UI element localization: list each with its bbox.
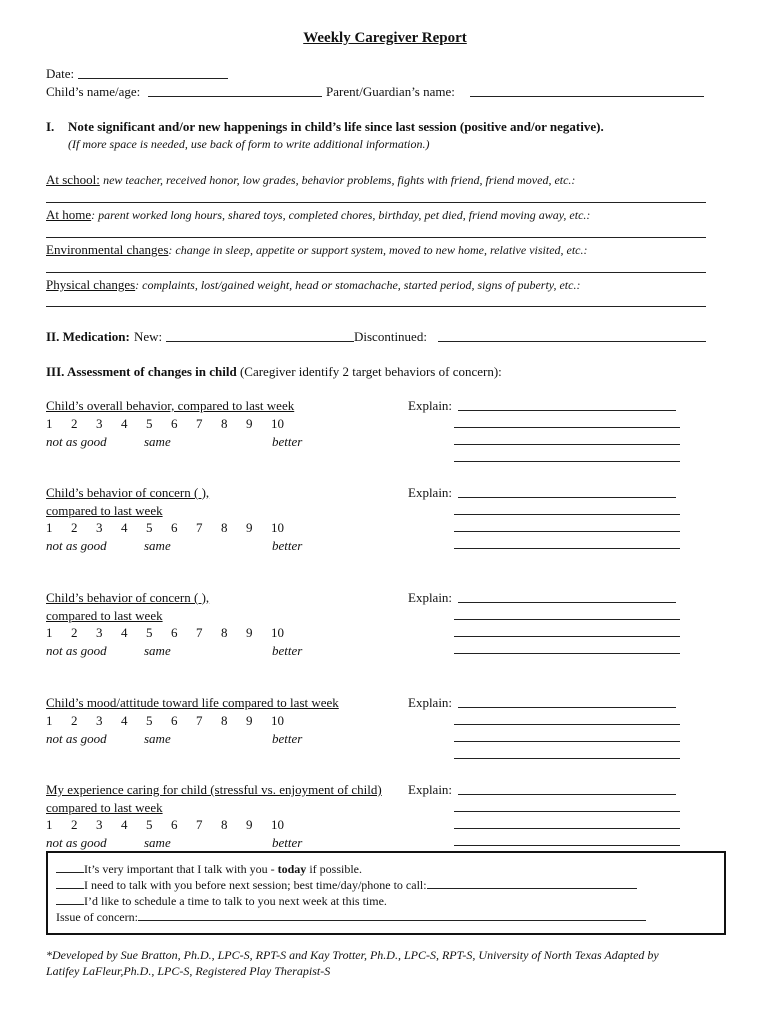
section3-heading: III. Assessment of changes in child	[46, 364, 237, 379]
rating-option[interactable]: 10	[271, 713, 284, 728]
anchor-mid: same	[144, 835, 171, 850]
explain-field-line[interactable]	[454, 653, 680, 654]
rating-option[interactable]: 1	[46, 520, 53, 535]
explain-field-line[interactable]	[454, 548, 680, 549]
explain-field-line[interactable]	[454, 461, 680, 462]
rating-option[interactable]: 9	[246, 713, 253, 728]
explain-label: Explain:	[408, 398, 453, 413]
rating-option[interactable]: 5	[146, 713, 153, 728]
explain-field[interactable]	[458, 410, 676, 411]
anchor-high: better	[272, 643, 303, 658]
rating-option[interactable]: 10	[271, 416, 284, 431]
explain-field-line[interactable]	[454, 444, 680, 445]
rating-option[interactable]: 7	[196, 625, 203, 640]
rating-option[interactable]: 8	[221, 520, 228, 535]
anchor-high: better	[272, 731, 303, 746]
rating-option[interactable]: 4	[121, 625, 128, 640]
discontinued-label: Discontinued:	[354, 329, 427, 344]
discontinued-field[interactable]	[438, 341, 706, 342]
school-row	[46, 172, 575, 188]
explain-field-line[interactable]	[454, 845, 680, 846]
rating-option[interactable]: 4	[121, 520, 128, 535]
rating-option[interactable]: 2	[71, 520, 78, 535]
anchor-mid: same	[144, 731, 171, 746]
section3-heading-row	[46, 364, 502, 380]
footer-line-1: *Developed by Sue Bratton, Ph.D., LPC-S, RPT-S and Kay Trotter, Ph.D., LPC-S, RPT-S, University of North Texas Adapted by	[46, 948, 659, 962]
rating-option[interactable]: 6	[171, 625, 178, 640]
anchor-mid: same	[144, 538, 171, 553]
rating-scale	[46, 625, 296, 641]
rating-option[interactable]: 10	[271, 520, 284, 535]
rating-option[interactable]: 3	[96, 817, 103, 832]
physical-text: : complaints, lost/gained weight, head or stomachache, started period, signs of puberty, etc.:	[135, 278, 581, 292]
rating-option[interactable]: 10	[271, 817, 284, 832]
contact-option-1-end: if possible.	[306, 862, 362, 876]
explain-field-line[interactable]	[454, 741, 680, 742]
concern-label: Issue of concern:	[56, 910, 138, 924]
new-medication-field[interactable]	[166, 341, 354, 342]
home-row	[46, 207, 590, 223]
rating-option[interactable]: 5	[146, 416, 153, 431]
rating-option[interactable]: 2	[71, 416, 78, 431]
environment-text: : change in sleep, appetite or support system, moved to new home, relative visited, etc.:	[168, 243, 588, 257]
rating-option[interactable]: 4	[121, 416, 128, 431]
explain-field[interactable]	[458, 602, 676, 603]
explain-field-line[interactable]	[454, 514, 680, 515]
explain-field[interactable]	[458, 794, 676, 795]
rating-option[interactable]: 4	[121, 713, 128, 728]
home-label: At home	[46, 207, 92, 222]
explain-field-line[interactable]	[454, 724, 680, 725]
parent-name-label: Parent/Guardian’s name:	[326, 84, 455, 99]
child-name-label: Child’s name/age:	[46, 84, 141, 99]
explain-field[interactable]	[458, 707, 676, 708]
rating-option[interactable]: 1	[46, 817, 53, 832]
parent-name-field[interactable]	[470, 96, 704, 97]
physical-field[interactable]	[46, 306, 706, 307]
rating-option[interactable]: 4	[121, 817, 128, 832]
rating-option[interactable]: 6	[171, 520, 178, 535]
rating-option[interactable]: 9	[246, 625, 253, 640]
explain-field-line[interactable]	[454, 828, 680, 829]
date-label: Date:	[46, 66, 75, 81]
contact-option-1[interactable]	[56, 862, 362, 877]
rating-option[interactable]: 7	[196, 713, 203, 728]
rating-option[interactable]: 3	[96, 625, 103, 640]
new-medication-label: New:	[134, 329, 163, 344]
anchor-low: not as good	[46, 643, 107, 658]
contact-option-1-text: It’s very important that I talk with you -	[84, 862, 278, 876]
explain-field-line[interactable]	[454, 636, 680, 637]
anchor-high: better	[272, 538, 303, 553]
rating-option[interactable]: 6	[171, 416, 178, 431]
rating-option[interactable]: 5	[146, 520, 153, 535]
rating-option[interactable]: 1	[46, 625, 53, 640]
contact-option-1-bold: today	[277, 862, 307, 876]
rating-option[interactable]: 8	[221, 713, 228, 728]
environment-row	[46, 242, 588, 258]
contact-option-3-text: I’d like to schedule a time to talk to you next week at this time.	[84, 894, 387, 908]
explain-label: Explain:	[408, 695, 453, 710]
anchor-low: not as good	[46, 835, 107, 850]
rating-option[interactable]: 8	[221, 625, 228, 640]
school-text: new teacher, received honor, low grades, behavior problems, fights with friend, friend moved, etc.:	[103, 173, 576, 187]
child-name-field[interactable]	[148, 96, 322, 97]
explain-field-line[interactable]	[454, 758, 680, 759]
item-label-line1: Child’s behavior of concern ( ),	[46, 590, 210, 605]
anchor-mid: same	[144, 643, 171, 658]
explain-field-line[interactable]	[454, 427, 680, 428]
section1-heading: Note significant and/or new happenings in child’s life since last session (positive and/or negative).	[68, 119, 604, 134]
footer-line-2: Latifey LaFleur,Ph.D., LPC-S, Registered Play Therapist-S	[46, 964, 331, 978]
rating-scale	[46, 416, 296, 432]
contact-option-2-text: I need to talk with you before next session; best time/day/phone to call:	[84, 878, 427, 892]
rating-option[interactable]: 7	[196, 520, 203, 535]
explain-label: Explain:	[408, 485, 453, 500]
contact-option-3[interactable]	[56, 894, 387, 909]
concern-row[interactable]	[56, 910, 646, 925]
anchor-mid: same	[144, 434, 171, 449]
rating-option[interactable]: 8	[221, 817, 228, 832]
school-field[interactable]	[46, 202, 706, 203]
rating-scale	[46, 713, 296, 729]
environment-label: Environmental changes	[46, 242, 169, 257]
rating-option[interactable]: 7	[196, 817, 203, 832]
explain-field-line[interactable]	[454, 619, 680, 620]
section2-heading: II. Medication:	[46, 329, 130, 344]
rating-scale	[46, 520, 296, 536]
rating-option[interactable]: 5	[146, 817, 153, 832]
explain-label: Explain:	[408, 782, 453, 797]
rating-option[interactable]: 3	[96, 713, 103, 728]
home-text: : parent worked long hours, shared toys, completed chores, birthday, pet died, friend moving away, etc.:	[91, 208, 591, 222]
form-title: Weekly Caregiver Report	[303, 30, 467, 46]
rating-option[interactable]: 9	[246, 520, 253, 535]
explain-field-line[interactable]	[454, 811, 680, 812]
school-label: At school:	[46, 172, 100, 187]
rating-option[interactable]: 3	[96, 520, 103, 535]
explain-field[interactable]	[458, 497, 676, 498]
section1-number: I.	[46, 119, 55, 134]
rating-option[interactable]: 5	[146, 625, 153, 640]
item-label-line2: compared to last week	[46, 503, 163, 518]
home-field[interactable]	[46, 237, 706, 238]
rating-option[interactable]: 2	[71, 625, 78, 640]
item-label-line1: Child’s mood/attitude toward life compared to last week	[46, 695, 339, 710]
rating-option[interactable]: 8	[221, 416, 228, 431]
rating-option[interactable]: 9	[246, 416, 253, 431]
rating-option[interactable]: 3	[96, 416, 103, 431]
anchor-low: not as good	[46, 434, 107, 449]
physical-label: Physical changes	[46, 277, 136, 292]
rating-option[interactable]: 6	[171, 817, 178, 832]
explain-label: Explain:	[408, 590, 453, 605]
rating-option[interactable]: 7	[196, 416, 203, 431]
rating-option[interactable]: 9	[246, 817, 253, 832]
anchor-low: not as good	[46, 731, 107, 746]
item-label-line1: My experience caring for child (stressful vs. enjoyment of child)	[46, 782, 382, 797]
rating-scale	[46, 817, 296, 833]
date-field[interactable]	[78, 78, 228, 79]
item-label-line2: compared to last week	[46, 800, 163, 815]
explain-field-line[interactable]	[454, 531, 680, 532]
section1-note: (If more space is needed, use back of form to write additional information.)	[68, 137, 430, 151]
anchor-high: better	[272, 434, 303, 449]
rating-option[interactable]: 1	[46, 713, 53, 728]
environment-field[interactable]	[46, 272, 706, 273]
anchor-high: better	[272, 835, 303, 850]
section3-subheading: (Caregiver identify 2 target behaviors of concern):	[239, 364, 502, 379]
rating-option[interactable]: 2	[71, 817, 78, 832]
rating-option[interactable]: 2	[71, 713, 78, 728]
item-label-line1: Child’s behavior of concern ( ),	[46, 485, 210, 500]
anchor-low: not as good	[46, 538, 107, 553]
rating-option[interactable]: 1	[46, 416, 53, 431]
physical-row	[46, 277, 580, 293]
item-label-line2: compared to last week	[46, 608, 163, 623]
rating-option[interactable]: 6	[171, 713, 178, 728]
item-label-line1: Child’s overall behavior, compared to last week	[46, 398, 295, 413]
rating-option[interactable]: 10	[271, 625, 284, 640]
contact-option-2[interactable]	[56, 878, 637, 893]
